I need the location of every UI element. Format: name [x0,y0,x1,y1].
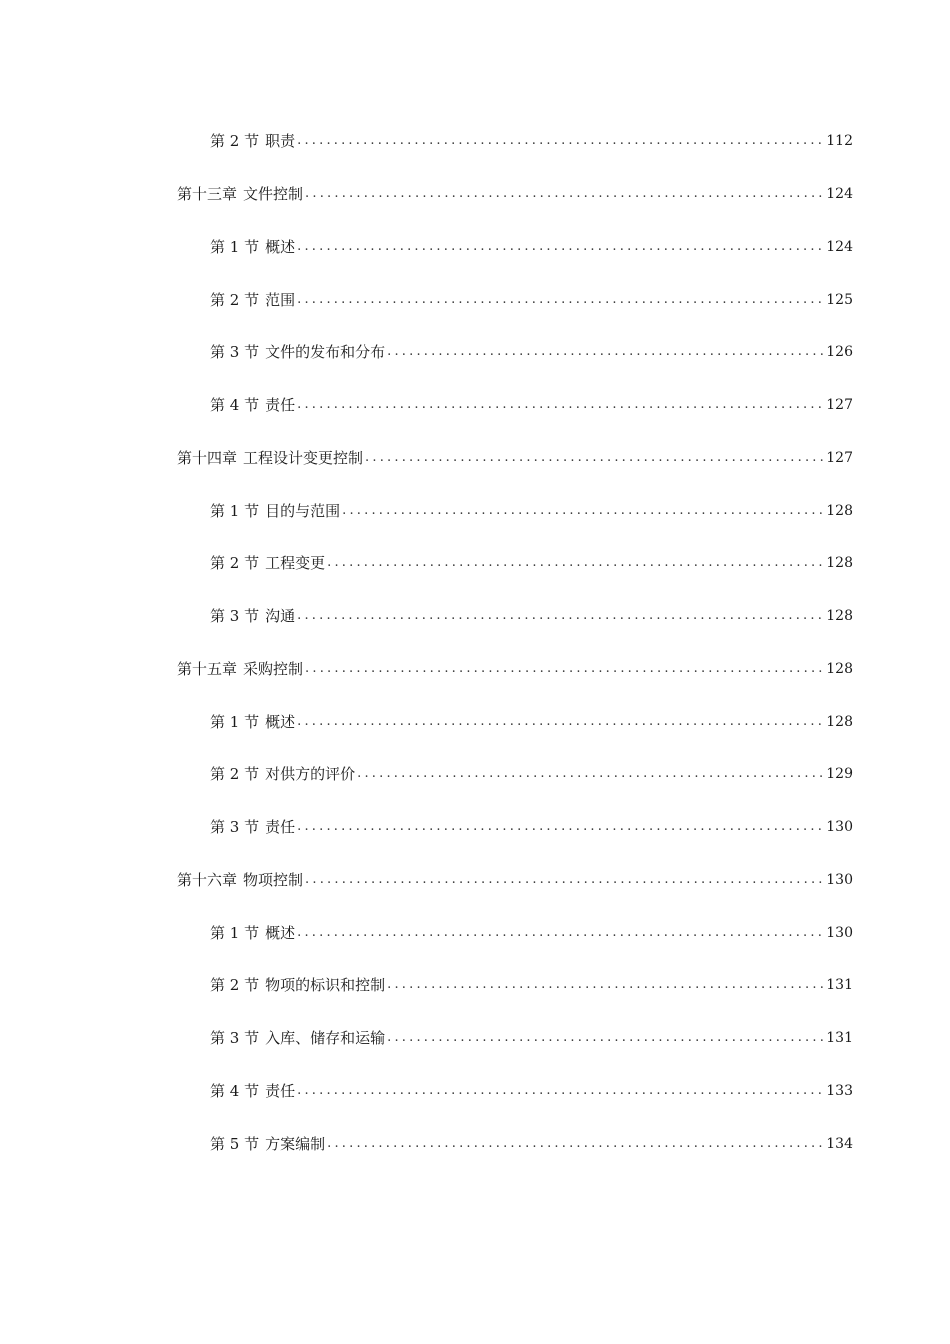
toc-entry[interactable] [210,285,853,309]
toc-entry[interactable] [177,865,853,889]
toc-entry[interactable] [210,1129,853,1153]
toc-dot-leader [297,924,824,942]
toc-entry-number: 第 1 节 [210,502,260,520]
toc-entry-title: 概述 [265,713,296,731]
toc-entry-title: 入库、储存和运输 [265,1029,386,1047]
toc-entry-number: 第 2 节 [210,554,260,572]
toc-entry-title: 工程变更 [265,554,326,572]
toc-dot-leader [297,1082,824,1100]
toc-entry-title: 沟通 [265,607,296,625]
toc-dot-leader [297,607,824,625]
toc-entry[interactable] [210,1023,853,1047]
toc-entry-title: 责任 [265,1082,296,1100]
toc-dot-leader [305,185,824,203]
toc-entry[interactable] [177,654,853,678]
toc-dot-leader [387,1029,824,1047]
toc-entry-number: 第十三章 [177,185,238,203]
toc-entry-number: 第 5 节 [210,1135,260,1153]
toc-entry-number: 第 2 节 [210,976,260,994]
toc-page-number: 124 [826,239,853,255]
toc-entry-number: 第十四章 [177,449,238,467]
toc-page-number: 128 [826,661,853,677]
toc-entry-number: 第 3 节 [210,1029,260,1047]
toc-entry-title: 文件的发布和分布 [265,343,386,361]
toc-entry-number: 第十六章 [177,871,238,889]
toc-entry-title: 采购控制 [243,660,304,678]
toc-entry[interactable] [210,496,853,520]
toc-entry-number: 第 3 节 [210,818,260,836]
toc-entry-number: 第 3 节 [210,343,260,361]
toc-entry[interactable] [210,601,853,625]
toc-entry[interactable] [210,970,853,994]
toc-entry-number: 第 2 节 [210,291,260,309]
toc-entry-title: 概述 [265,238,296,256]
toc-dot-leader [365,449,824,467]
toc-entry-title: 文件控制 [243,185,304,203]
toc-dot-leader [387,976,824,994]
toc-entry-title: 工程设计变更控制 [243,449,364,467]
toc-entry-number: 第 1 节 [210,924,260,942]
toc-page-number: 130 [826,925,853,941]
toc-page-number: 131 [826,1030,853,1046]
toc-entry[interactable] [210,1076,853,1100]
toc-page-number: 133 [826,1083,853,1099]
toc-page-number: 112 [826,133,853,149]
toc-page-number: 125 [826,292,853,308]
toc-page-number: 130 [826,872,853,888]
toc-page-number: 128 [826,555,853,571]
toc-dot-leader [387,343,824,361]
toc-dot-leader [297,291,824,309]
toc-entry-number: 第十五章 [177,660,238,678]
toc-entry-number: 第 4 节 [210,396,260,414]
toc-entry-title: 对供方的评价 [265,765,356,783]
toc-entry-number: 第 2 节 [210,765,260,783]
toc-dot-leader [305,660,824,678]
toc-entry-title: 责任 [265,818,296,836]
toc-dot-leader [327,554,824,572]
toc-page-number: 134 [826,1136,853,1152]
toc-entry-number: 第 4 节 [210,1082,260,1100]
toc-entry-title: 方案编制 [265,1135,326,1153]
toc-entry[interactable] [177,179,853,203]
toc-dot-leader [342,502,824,520]
toc-dot-leader [357,765,824,783]
toc-dot-leader [297,132,824,150]
toc-entry-title: 职责 [265,132,296,150]
toc-page-number: 124 [826,186,853,202]
toc-entry-title: 范围 [265,291,296,309]
toc-entry[interactable] [210,548,853,572]
toc-page-number: 131 [826,977,853,993]
toc-page-number: 127 [826,397,853,413]
toc-entry-number: 第 2 节 [210,132,260,150]
toc-entry-number: 第 3 节 [210,607,260,625]
toc-entry[interactable] [177,443,853,467]
toc-entry-title: 概述 [265,924,296,942]
toc-dot-leader [297,396,824,414]
toc-page-number: 128 [826,608,853,624]
toc-entry[interactable] [210,390,853,414]
toc-entry-title: 目的与范围 [265,502,341,520]
toc-dot-leader [327,1135,824,1153]
toc-dot-leader [297,238,824,256]
toc-entry-title: 物项控制 [243,871,304,889]
toc-entry[interactable] [210,918,853,942]
toc-entry-number: 第 1 节 [210,713,260,731]
toc-page-number: 129 [826,766,853,782]
toc-dot-leader [305,871,824,889]
toc-dot-leader [297,818,824,836]
toc-page-number: 130 [826,819,853,835]
toc-entry[interactable] [210,126,853,150]
toc-page-number: 128 [826,503,853,519]
toc-entry[interactable] [210,707,853,731]
toc-page-number: 126 [826,344,853,360]
toc-entry[interactable] [210,812,853,836]
toc-page-number: 127 [826,450,853,466]
toc-entry-number: 第 1 节 [210,238,260,256]
toc-entry[interactable] [210,232,853,256]
toc-entry[interactable] [210,759,853,783]
toc-entry-title: 物项的标识和控制 [265,976,386,994]
toc-dot-leader [297,713,824,731]
toc-entry[interactable] [210,337,853,361]
toc-entry-title: 责任 [265,396,296,414]
toc-page-number: 128 [826,714,853,730]
